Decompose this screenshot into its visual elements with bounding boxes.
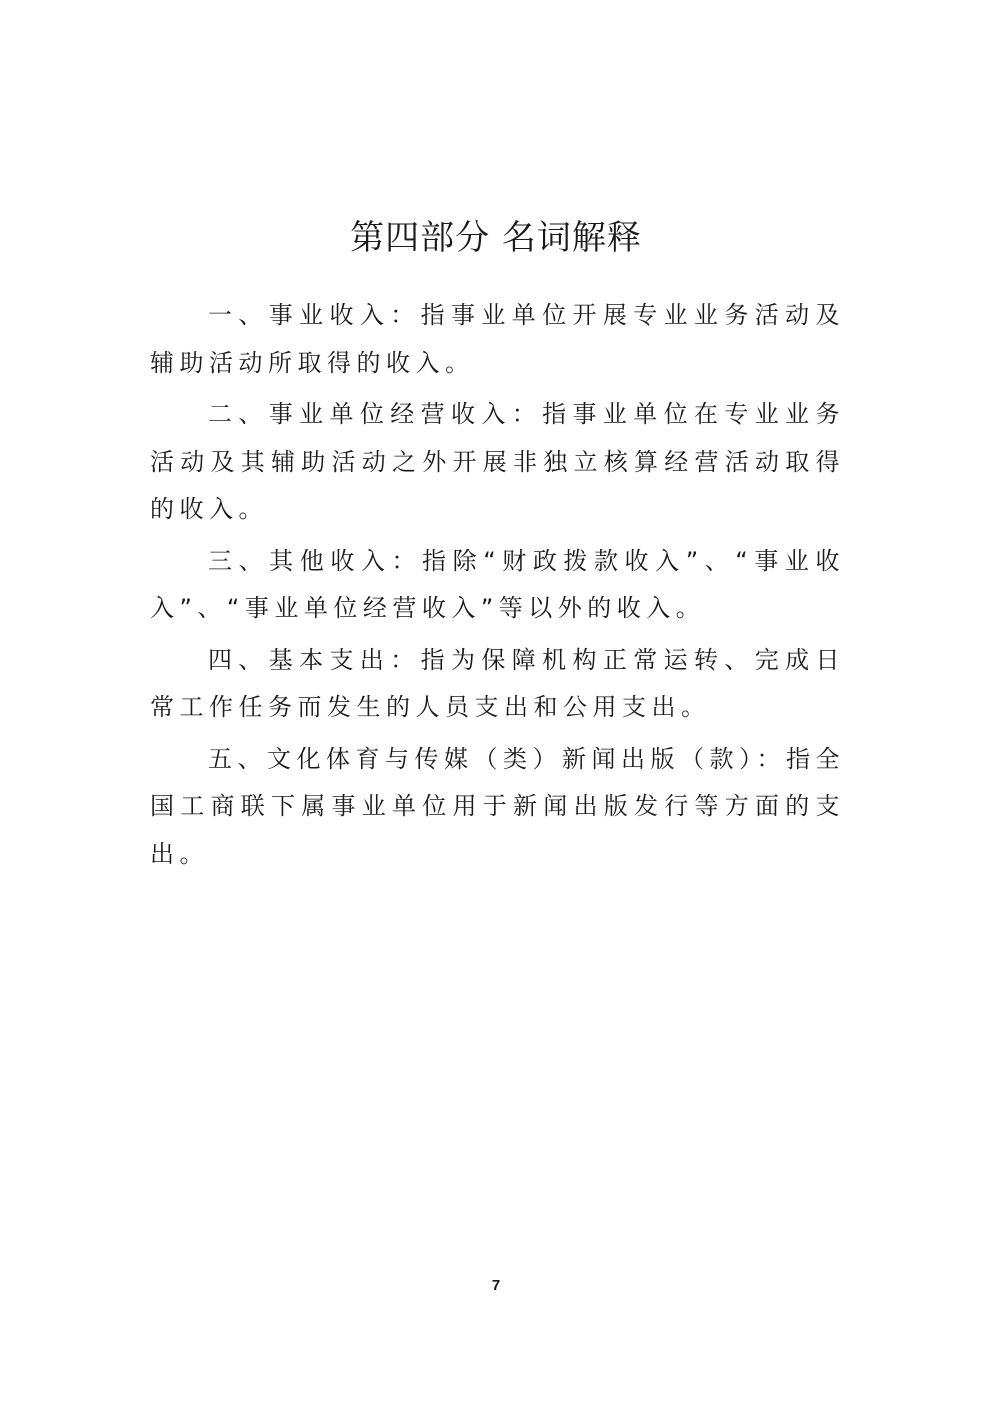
page-number: 7 xyxy=(491,1277,501,1294)
paragraph-business-income: 一、事业收入：指事业单位开展专业业务活动及辅助活动所取得的收入。 xyxy=(150,301,845,377)
paragraph-basic-expenditure: 四、基本支出：指为保障机构正常运转、完成日常工作任务而发生的人员支出和公用支出。 xyxy=(150,645,845,721)
page-title: 第四部分 名词解释 xyxy=(350,218,642,258)
document-body xyxy=(150,292,845,882)
paragraph-operating-income: 二、事业单位经营收入：指事业单位在专业业务活动及其辅助活动之外开展非独立核算经营活动取得的收入。 xyxy=(150,400,845,523)
paragraph-other-income: 三、其他收入：指除“财政拨款收入”、“事业收入”、“事业单位经营收入”等以外的收入。 xyxy=(150,546,845,622)
paragraph-press-publication: 五、文化体育与传媒（类）新闻出版（款）：指全国工商联下属事业单位用于新闻出版发行等方面的支出。 xyxy=(150,744,845,868)
